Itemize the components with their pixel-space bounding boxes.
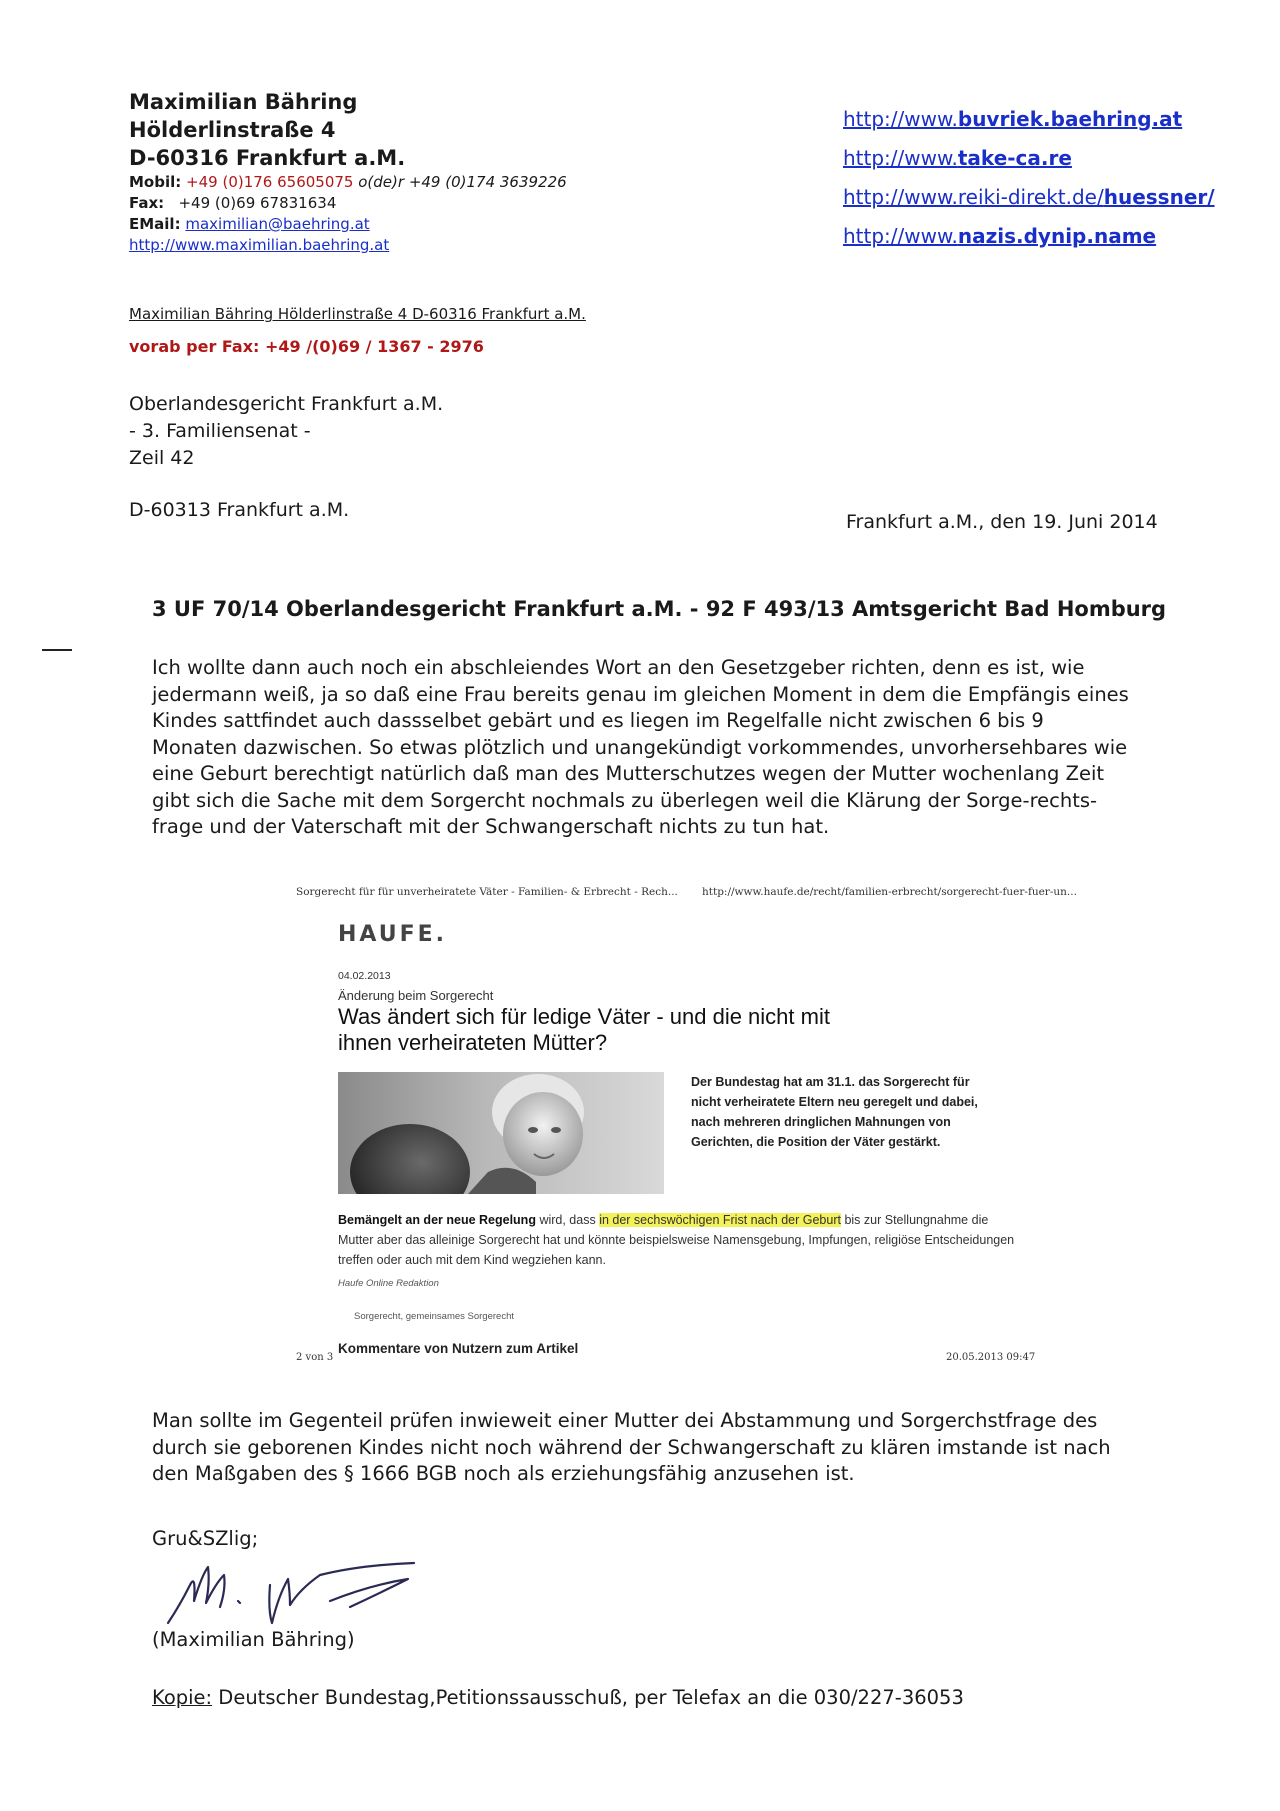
fax-notice-label: vorab per Fax: <box>129 337 260 356</box>
children-photo <box>338 1072 664 1194</box>
sender-name: Maximilian Bähring <box>129 90 358 114</box>
greeting: Gru&SZlig; <box>152 1527 259 1550</box>
clipping-title: Was ändert sich für ledige Väter - und die nicht mit ihnen verheirateten Mütter? <box>338 1004 830 1055</box>
fax-label: Fax: <box>129 194 165 212</box>
haufe-logo: HAUFE. <box>338 922 448 947</box>
clipping-header-url: http://www.haufe.de/recht/familien-erbrecht/sorgerecht-fuer-fuer-un... <box>702 886 1077 898</box>
clipping-header-title: Sorgerecht für für unverheiratete Väter - Familien- & Erbrecht - Rech... <box>296 886 678 898</box>
link-nazis-dynip[interactable]: http://www.nazis.dynip.name <box>843 224 1157 248</box>
mobile-alternate: o(de)r +49 (0)174 3639226 <box>358 173 567 191</box>
body-paragraph-2: Man sollte im Gegenteil prüfen inwieweit einer Mutter dei Abstammung und Sorgerchstfrage des durch sie geborenen Kindes nicht noch während der Schwangerschaft zu klären imstande ist nach den Maßgaben des § 1666 BGB noch als erziehungsfähig anzusehen ist. <box>152 1409 1111 1485</box>
recipient-senate: - 3. Familiensenat - <box>129 420 311 442</box>
copy-text: Deutscher Bundestag,Petitionssausschuß, per Telefax an die 030/227-36053 <box>212 1686 964 1709</box>
clipping-kicker: Änderung beim Sorgerecht <box>338 988 494 1003</box>
recipient-address <box>129 391 443 472</box>
email-link[interactable]: maximilian@baehring.at <box>185 215 370 233</box>
sender-block <box>129 88 689 256</box>
fax-notice <box>129 337 484 356</box>
clipping-body-post: bis zur Stellungnahme die Mutter aber das alleinige Sorgerecht hat und könnte beispielsweise Namensgebung, Impfungen, religiöse Entscheidungen treffen oder auch mit dem Kind wegziehen kann. <box>338 1213 1015 1267</box>
children-photo-image <box>338 1072 664 1194</box>
clipping-date: 04.02.2013 <box>338 970 391 982</box>
clipping-body <box>338 1210 1018 1270</box>
fold-mark <box>42 649 72 651</box>
clipping-print-date: 20.05.2013 09:47 <box>946 1352 1036 1363</box>
email-label: EMail: <box>129 215 181 233</box>
clipping-highlight: in der sechswöchigen Frist nach der Geburt <box>599 1213 841 1227</box>
letter-date: Frankfurt a.M., den 19. Juni 2014 <box>846 511 1158 533</box>
link-reiki-direkt[interactable]: http://www.reiki-direkt.de/huessner/ <box>843 185 1215 209</box>
subject-line: 3 UF 70/14 Oberlandesgericht Frankfurt a.M. - 92 F 493/13 Amtsgericht Bad Homburg <box>152 597 1167 621</box>
sender-mobile <box>129 172 689 193</box>
clipping-page-number: 2 von 3 <box>296 1352 334 1363</box>
clipping-teaser: Der Bundestag hat am 31.1. das Sorgerecht für nicht verheiratete Eltern neu geregelt und dabei, nach mehreren dringlichen Mahnungen von Gerichten, die Position der Väter gestärkt. <box>691 1075 978 1149</box>
signature-name: (Maximilian Bähring) <box>152 1628 355 1651</box>
copy-label: Kopie: <box>152 1686 213 1709</box>
link-buvriek[interactable]: http://www.buvriek.baehring.at <box>843 107 1183 131</box>
sender-website <box>129 235 689 256</box>
recipient-court: Oberlandesgericht Frankfurt a.M. <box>129 393 444 415</box>
body-paragraph-1: Ich wollte dann auch noch ein abschleiendes Wort an den Gesetzgeber richten, denn es ist, wie jedermann weiß, ja so daß eine Frau bereits genau im gleichen Moment in dem die Empfängis eines Kindes sattfindet auch dassselbet gebärt und es liegen im Regelfalle nicht zwischen 6 bis 9 Monaten dazwischen. So etwas plötzlich und unangekündigt vorkommendes, unvorhersehbares wie eine Geburt berechtigt natürlich daß man des Mutterschutzes wegen der Mutter wochenlang Zeit gibt sich die Sache mit dem Sorgercht nochmals zu überlegen weil die Klärung der Sorge-rechts-frage und der Vaterschaft mit der Schwangerschaft nichts zu tun hat. <box>152 656 1129 838</box>
clipping-source: Haufe Online Redaktion <box>338 1278 439 1289</box>
link-take-care[interactable]: http://www.take-ca.re <box>843 146 1072 170</box>
clipping-body-bold: Bemängelt an der neue Regelung <box>338 1213 536 1227</box>
article-clipping <box>276 878 1077 1363</box>
copy-recipient <box>152 1686 964 1709</box>
fax-number: +49 (0)69 67831634 <box>178 194 337 212</box>
clipping-comments-heading: Kommentare von Nutzern zum Artikel <box>338 1341 579 1356</box>
sender-email <box>129 214 689 235</box>
recipient-street: Zeil 42 <box>129 447 195 469</box>
mobile-number: +49 (0)176 65605075 <box>186 173 354 191</box>
clipping-body-pre: wird, dass <box>535 1213 600 1227</box>
clipping-tags: Sorgerecht, gemeinsames Sorgerecht <box>354 1311 514 1322</box>
sender-city: D-60316 Frankfurt a.M. <box>129 146 406 170</box>
return-address: Maximilian Bähring Hölderlinstraße 4 D-60316 Frankfurt a.M. <box>129 305 586 323</box>
sender-fax <box>129 193 689 214</box>
recipient-city: D-60313 Frankfurt a.M. <box>129 499 350 521</box>
handwritten-signature <box>160 1545 500 1635</box>
signature-drawing <box>160 1545 500 1635</box>
sender-street: Hölderlinstraße 4 <box>129 118 336 142</box>
website-link[interactable]: http://www.maximilian.baehring.at <box>129 236 390 254</box>
external-links <box>843 100 1263 256</box>
fax-notice-value: +49 /(0)69 / 1367 - 2976 <box>264 337 484 356</box>
mobile-label: Mobil: <box>129 173 182 191</box>
